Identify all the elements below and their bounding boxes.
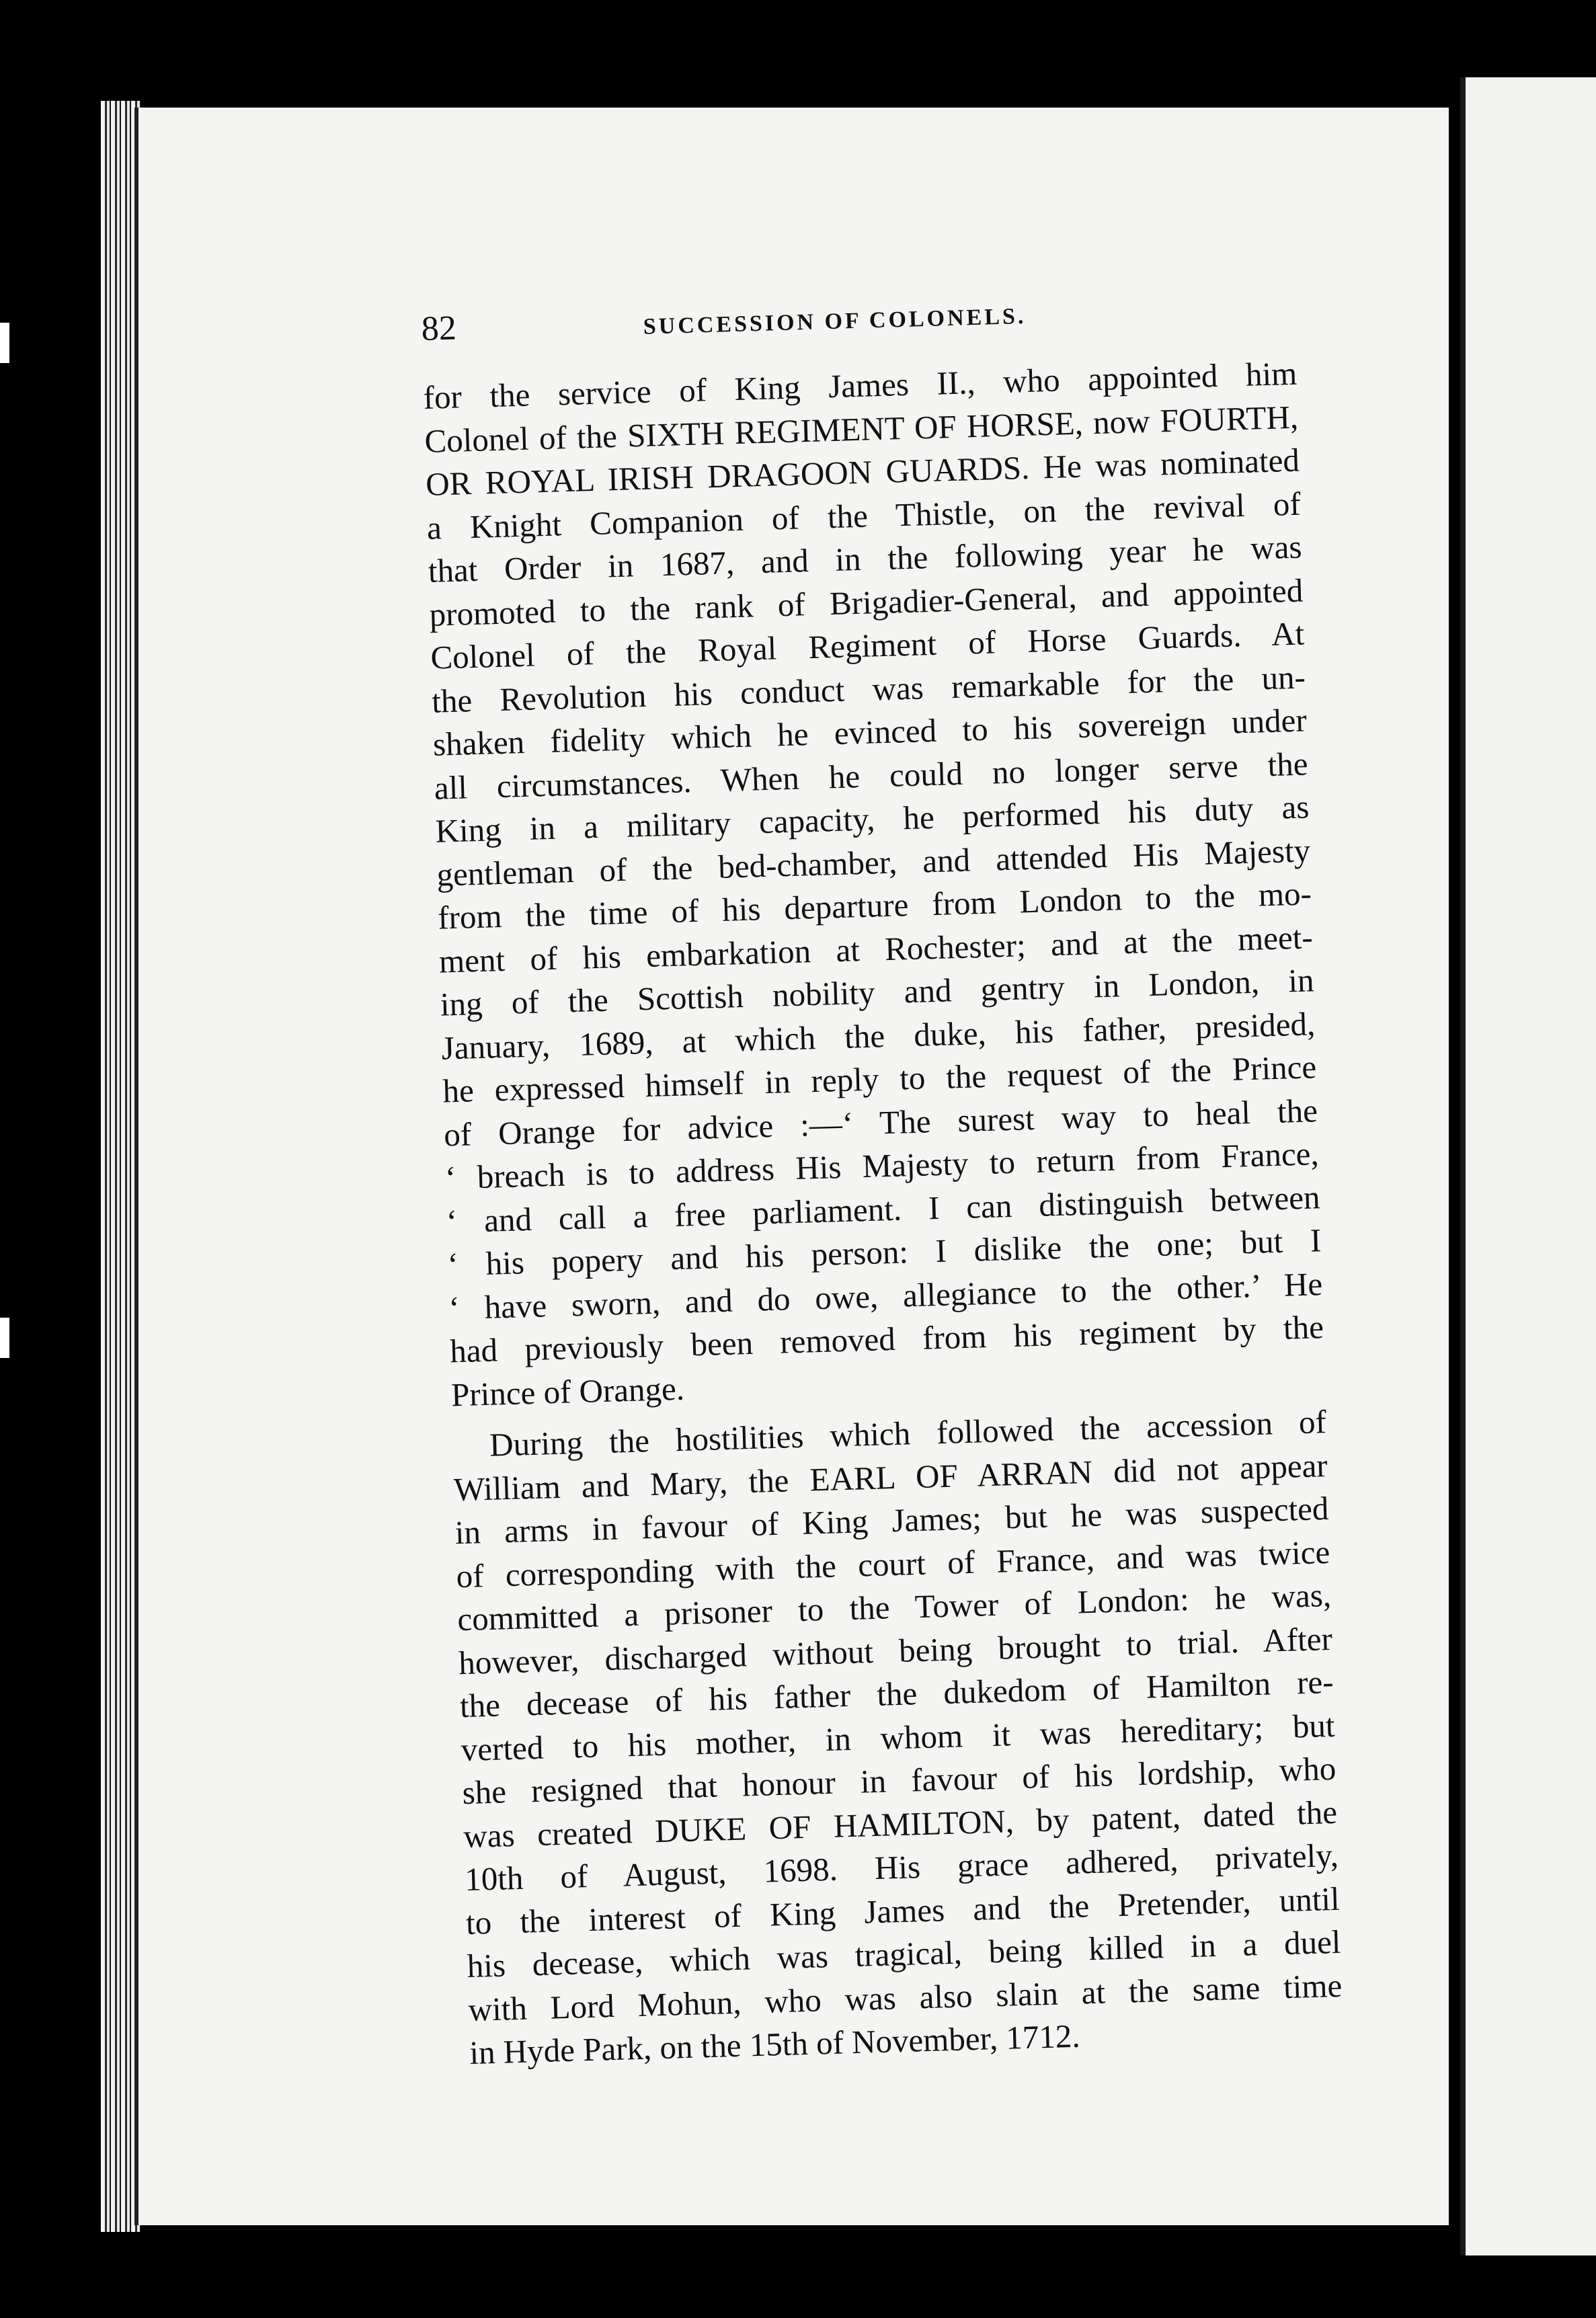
text-line: January, 1689, at which the duke, his father, presided, bbox=[440, 1004, 1316, 1067]
book-page bbox=[134, 108, 1452, 2225]
text-line: from the time of his departure from London to the mo- bbox=[437, 875, 1312, 936]
text-line: verted to his mother, in whom it was hereditary; but bbox=[461, 1706, 1336, 1768]
text-line: to the interest of King James and the Pretender, until bbox=[465, 1880, 1341, 1942]
text-line: was created DUKE OF HAMILTON, by patent, dated the bbox=[463, 1793, 1338, 1855]
text-line: that Order in 1687, and in the following year he was bbox=[428, 528, 1303, 590]
text-line: of corresponding with the court of France, and was twice bbox=[455, 1533, 1330, 1595]
text-line: King in a military capacity, he performed his duty as bbox=[434, 788, 1310, 850]
text-line: for the service of King James II., who appointed him bbox=[422, 354, 1298, 416]
text-line: the Revolution his conduct was remarkable for the un- bbox=[431, 657, 1306, 720]
film-frame-mark bbox=[0, 1318, 9, 1358]
text-line: Prince of Orange. bbox=[450, 1369, 685, 1413]
text-line: a Knight Companion of the Thistle, on the revival of bbox=[426, 485, 1302, 547]
text-line: all circumstances. When he could no longer serve the bbox=[434, 744, 1309, 807]
page-text-block bbox=[421, 280, 1505, 2075]
text-line: ‘ have sworn, and do owe, allegiance to the other.’ He bbox=[448, 1265, 1323, 1326]
text-line: in arms in favour of King James; but he was suspected bbox=[454, 1490, 1330, 1552]
text-line: with Lord Mohun, who was also slain at the same time bbox=[467, 1966, 1343, 2028]
text-line: OR ROYAL IRISH DRAGOON GUARDS. He was nominated bbox=[425, 441, 1300, 503]
paragraph-1 bbox=[423, 348, 1487, 1416]
facing-page-edge bbox=[1460, 77, 1596, 2255]
text-line: During the hostilities which followed the accession of bbox=[489, 1403, 1327, 1464]
text-line: ‘ breach is to address His Majesty to return from France, bbox=[444, 1135, 1320, 1197]
text-line: ing of the Scottish nobility and gentry in London, in bbox=[440, 961, 1315, 1023]
text-line: his decease, which was tragical, being killed in a duel bbox=[467, 1923, 1342, 1985]
text-line: Colonel of the Royal Regiment of Horse Guards. At bbox=[430, 614, 1305, 676]
text-line: ment of his embarkation at Rochester; and at the meet- bbox=[438, 918, 1314, 980]
text-line: Colonel of the SIXTH REGIMENT OF HORSE, now FOURTH, bbox=[424, 398, 1299, 460]
text-line: committed a prisoner to the Tower of London: he was, bbox=[456, 1576, 1332, 1638]
text-line: shaken fidelity which he evinced to his sovereign under bbox=[432, 701, 1308, 763]
text-line: William and Mary, the EARL OF ARRAN did not appear bbox=[453, 1446, 1328, 1508]
text-line: had previously been removed from his regiment by the bbox=[449, 1308, 1324, 1370]
text-line: ‘ his popery and his person: I dislike the one; but I bbox=[446, 1222, 1322, 1283]
text-line: the decease of his father the dukedom of Hamilton re- bbox=[459, 1663, 1334, 1725]
text-line: ‘ and call a free parliament. I can distinguish between bbox=[446, 1178, 1321, 1240]
text-line: he expressed himself in reply to the request of the Prince bbox=[442, 1048, 1317, 1110]
paragraph-2 bbox=[452, 1396, 1505, 2075]
text-line: promoted to the rank of Brigadier-General, and appointed bbox=[428, 571, 1304, 633]
text-line: gentleman of the bed-chamber, and attended His Majesty bbox=[436, 831, 1311, 893]
text-line: of Orange for advice :—‘ The surest way to heal the bbox=[443, 1091, 1318, 1154]
text-line: however, discharged without being brought to trial. After bbox=[458, 1620, 1333, 1681]
text-line: 10th of August, 1698. His grace adhered, privately, bbox=[464, 1836, 1339, 1899]
page-number: 82 bbox=[421, 309, 457, 348]
running-head-title: SUCCESSION OF COLONELS. bbox=[643, 303, 1027, 339]
text-line: in Hyde Park, on the 15th of November, 1712. bbox=[469, 2017, 1081, 2071]
film-frame-mark bbox=[0, 323, 9, 363]
text-line: she resigned that honour in favour of his lordship, who bbox=[461, 1749, 1336, 1812]
